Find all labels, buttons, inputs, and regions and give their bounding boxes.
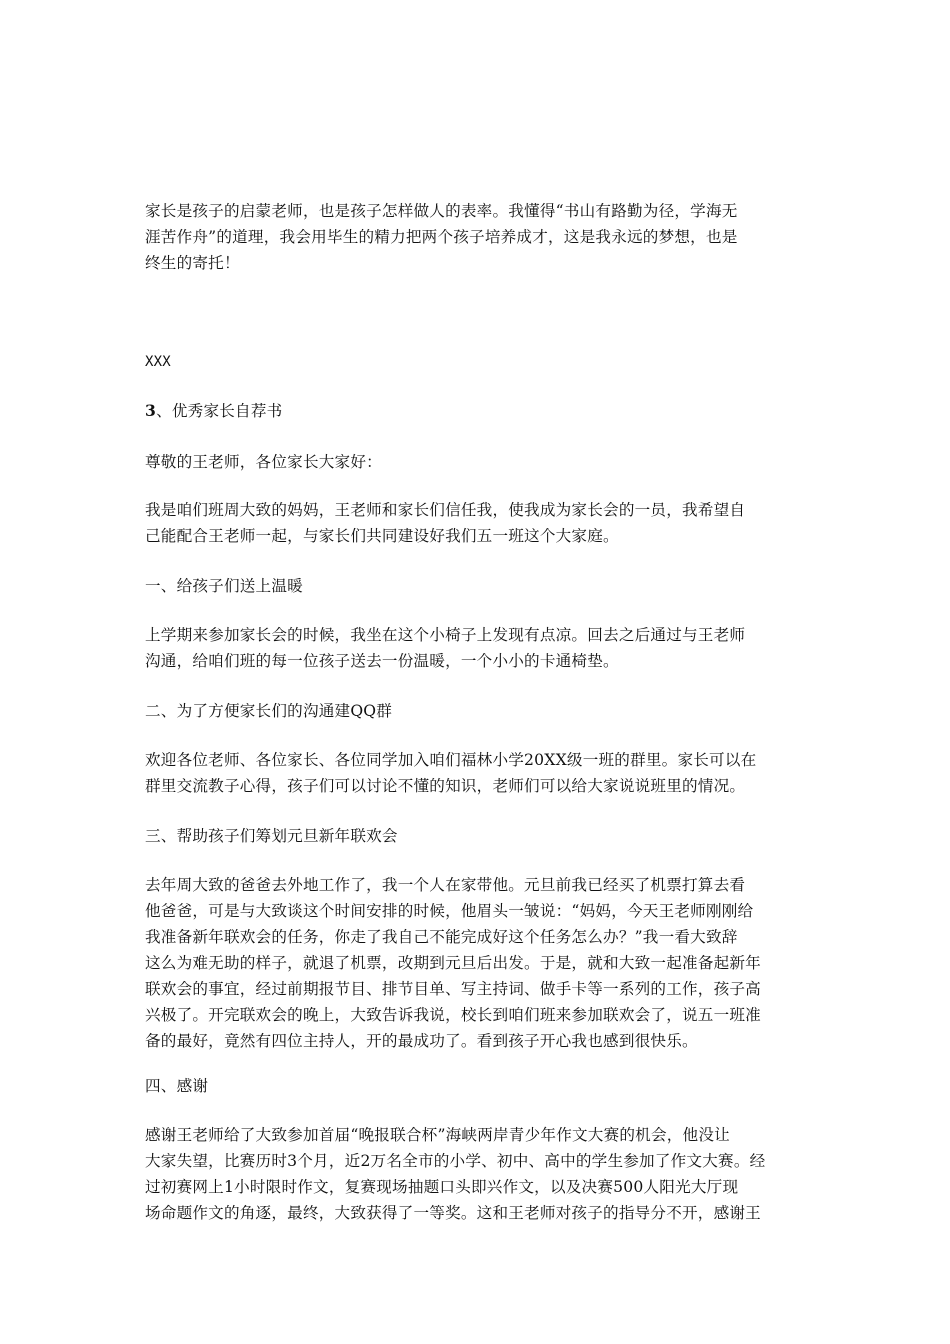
paragraph-4-line: 大家失望，比赛历时3个月，近2万名全市的小学、初中、高中的学生参加了作文大赛。经 xyxy=(145,1152,766,1170)
intro-line: 涯苦作舟”的道理，我会用毕生的精力把两个孩子培养成才，这是我永远的梦想，也是 xyxy=(145,228,738,246)
paragraph-3-line: 这么为难无助的样子，就退了机票，改期到元旦后出发。于是，就和大致一起准备起新年 xyxy=(145,954,761,972)
paragraph-3 xyxy=(145,872,809,1054)
opening-line: 我是咱们班周大致的妈妈，王老师和家长们信任我，使我成为家长会的一员，我希望自 xyxy=(145,501,746,519)
paragraph-3-line: 备的最好，竟然有四位主持人，开的最成功了。看到孩子开心我也感到很快乐。 xyxy=(145,1032,698,1050)
greeting: 尊敬的王老师，各位家长大家好： xyxy=(145,453,382,471)
opening-line: 己能配合王老师一起，与家长们共同建设好我们五一班这个大家庭。 xyxy=(145,527,619,545)
section-title: 、优秀家长自荐书 xyxy=(156,402,283,420)
heading-1: 一、给孩子们送上温暖 xyxy=(145,577,303,595)
paragraph-3-line: 兴极了。开完联欢会的晚上，大致告诉我说，校长到咱们班来参加联欢会了，说五一班准 xyxy=(145,1006,761,1024)
paragraph-2 xyxy=(145,747,809,799)
heading-2: 二、为了方便家长们的沟通建QQ群 xyxy=(145,702,393,720)
paragraph-3-line: 联欢会的事宜，经过前期报节目、排节目单、写主持词、做手卡等一系列的工作，孩子高 xyxy=(145,980,761,998)
section-number: 3 xyxy=(145,401,157,420)
opening-paragraph xyxy=(145,497,809,549)
paragraph-2-line: 群里交流教子心得，孩子们可以讨论不懂的知识，老师们可以给大家说说班里的情况。 xyxy=(145,777,746,795)
paragraph-3-line: 我准备新年联欢会的任务，你走了我自己不能完成好这个任务怎么办？”我一看大致辞 xyxy=(145,928,738,946)
intro-line: 终生的寄托！ xyxy=(145,254,240,272)
paragraph-4-line: 感谢王老师给了大致参加首届“晚报联合杯”海峡两岸青少年作文大赛的机会，他没让 xyxy=(145,1126,730,1144)
heading-3: 三、帮助孩子们筹划元旦新年联欢会 xyxy=(145,827,398,845)
paragraph-3-line: 他爸爸，可是与大致谈这个时间安排的时候，他眉头一皱说：“妈妈，今天王老师刚刚给 xyxy=(145,902,754,920)
paragraph-1 xyxy=(145,622,809,674)
intro-paragraph xyxy=(145,198,809,276)
paragraph-4-line: 过初赛网上1小时限时作文，复赛现场抽题口头即兴作文，以及决赛500人阳光大厅现 xyxy=(145,1178,739,1196)
signature: XXX xyxy=(145,354,171,370)
paragraph-1-line: 沟通，给咱们班的每一位孩子送去一份温暖，一个小小的卡通椅垫。 xyxy=(145,652,619,670)
paragraph-4 xyxy=(145,1122,809,1226)
intro-line: 家长是孩子的启蒙老师，也是孩子怎样做人的表率。我懂得“书山有路勤为径，学海无 xyxy=(145,202,738,220)
paragraph-4-line: 场命题作文的角逐，最终，大致获得了一等奖。这和王老师对孩子的指导分不开，感谢王 xyxy=(145,1204,761,1222)
section-heading xyxy=(145,398,809,424)
paragraph-3-line: 去年周大致的爸爸去外地工作了，我一个人在家带他。元旦前我已经买了机票打算去看 xyxy=(145,876,746,894)
paragraph-1-line: 上学期来参加家长会的时候，我坐在这个小椅子上发现有点凉。回去之后通过与王老师 xyxy=(145,626,746,644)
heading-4: 四、感谢 xyxy=(145,1077,209,1095)
paragraph-2-line: 欢迎各位老师、各位家长、各位同学加入咱们福林小学20XX级一班的群里。家长可以在 xyxy=(145,751,757,769)
